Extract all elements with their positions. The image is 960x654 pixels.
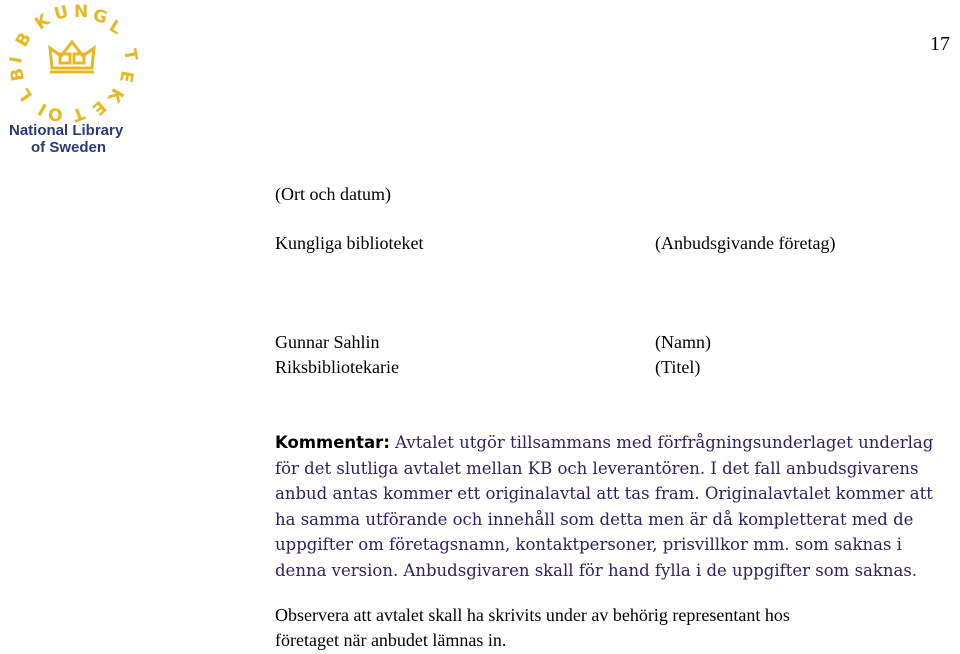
svg-text:E: E [115, 69, 137, 85]
svg-text:K: K [103, 84, 127, 106]
svg-text:I: I [6, 55, 28, 65]
svg-text:N: N [74, 2, 89, 22]
svg-text:G: G [90, 5, 110, 29]
right-organization: (Anbudsgivande företag) [655, 233, 836, 253]
national-library-logo [4, 0, 154, 160]
place-date-placeholder: (Ort och datum) [275, 184, 391, 204]
svg-text:L: L [14, 84, 38, 105]
kb-seal-icon [4, 0, 154, 160]
svg-text:O: O [47, 103, 64, 125]
svg-text:I: I [35, 98, 51, 119]
comment-text: Avtalet utgör tillsammans med förfrågningsunderlaget underlag [389, 433, 934, 452]
svg-text:of Sweden: of Sweden [31, 139, 107, 156]
left-organization: Kungliga biblioteket [275, 233, 424, 253]
page-number: 17 [930, 33, 950, 55]
svg-text:K: K [31, 10, 54, 35]
comment-line: anbud antas kommer ett originalavtal att tas fram. Originalavtalet kommer att [275, 484, 933, 503]
comment-line: denna version. Anbudsgivaren skall för hand fylla i de uppgifter som saknas. [275, 560, 918, 580]
right-signatory-title: (Titel) [655, 357, 701, 377]
comment-paragraph [275, 430, 955, 583]
svg-text:B: B [12, 29, 36, 51]
svg-text:National Library: National Library [9, 122, 124, 139]
left-signatory-title: Riksbibliotekarie [275, 357, 399, 377]
comment-line: ha samma utförande och innehåll som detta men är då kompletterat med de [275, 509, 914, 529]
comment-line: för det slutliga avtalet mellan KB och leverantören. I det fall anbudsgivarens [275, 458, 919, 478]
svg-text:U: U [52, 1, 71, 25]
svg-text:L: L [105, 16, 126, 39]
note-line: Observera att avtalet skall ha skrivits under av behörig representant hos [275, 605, 790, 625]
comment-line [275, 430, 955, 456]
svg-text:T: T [69, 102, 88, 126]
svg-text:E: E [87, 96, 110, 119]
right-signatory-name: (Namn) [655, 332, 711, 352]
note-line: företaget när anbudet lämnas in. [275, 630, 507, 650]
comment-line: uppgifter om företagsnamn, kontaktpersoner, prisvillkor mm. som saknas i [275, 535, 902, 554]
svg-text:B: B [6, 66, 29, 83]
comment-label: Kommentar: [275, 433, 390, 452]
left-signatory-name: Gunnar Sahlin [275, 332, 380, 352]
signing-note [275, 603, 955, 653]
svg-text:T: T [119, 47, 141, 63]
